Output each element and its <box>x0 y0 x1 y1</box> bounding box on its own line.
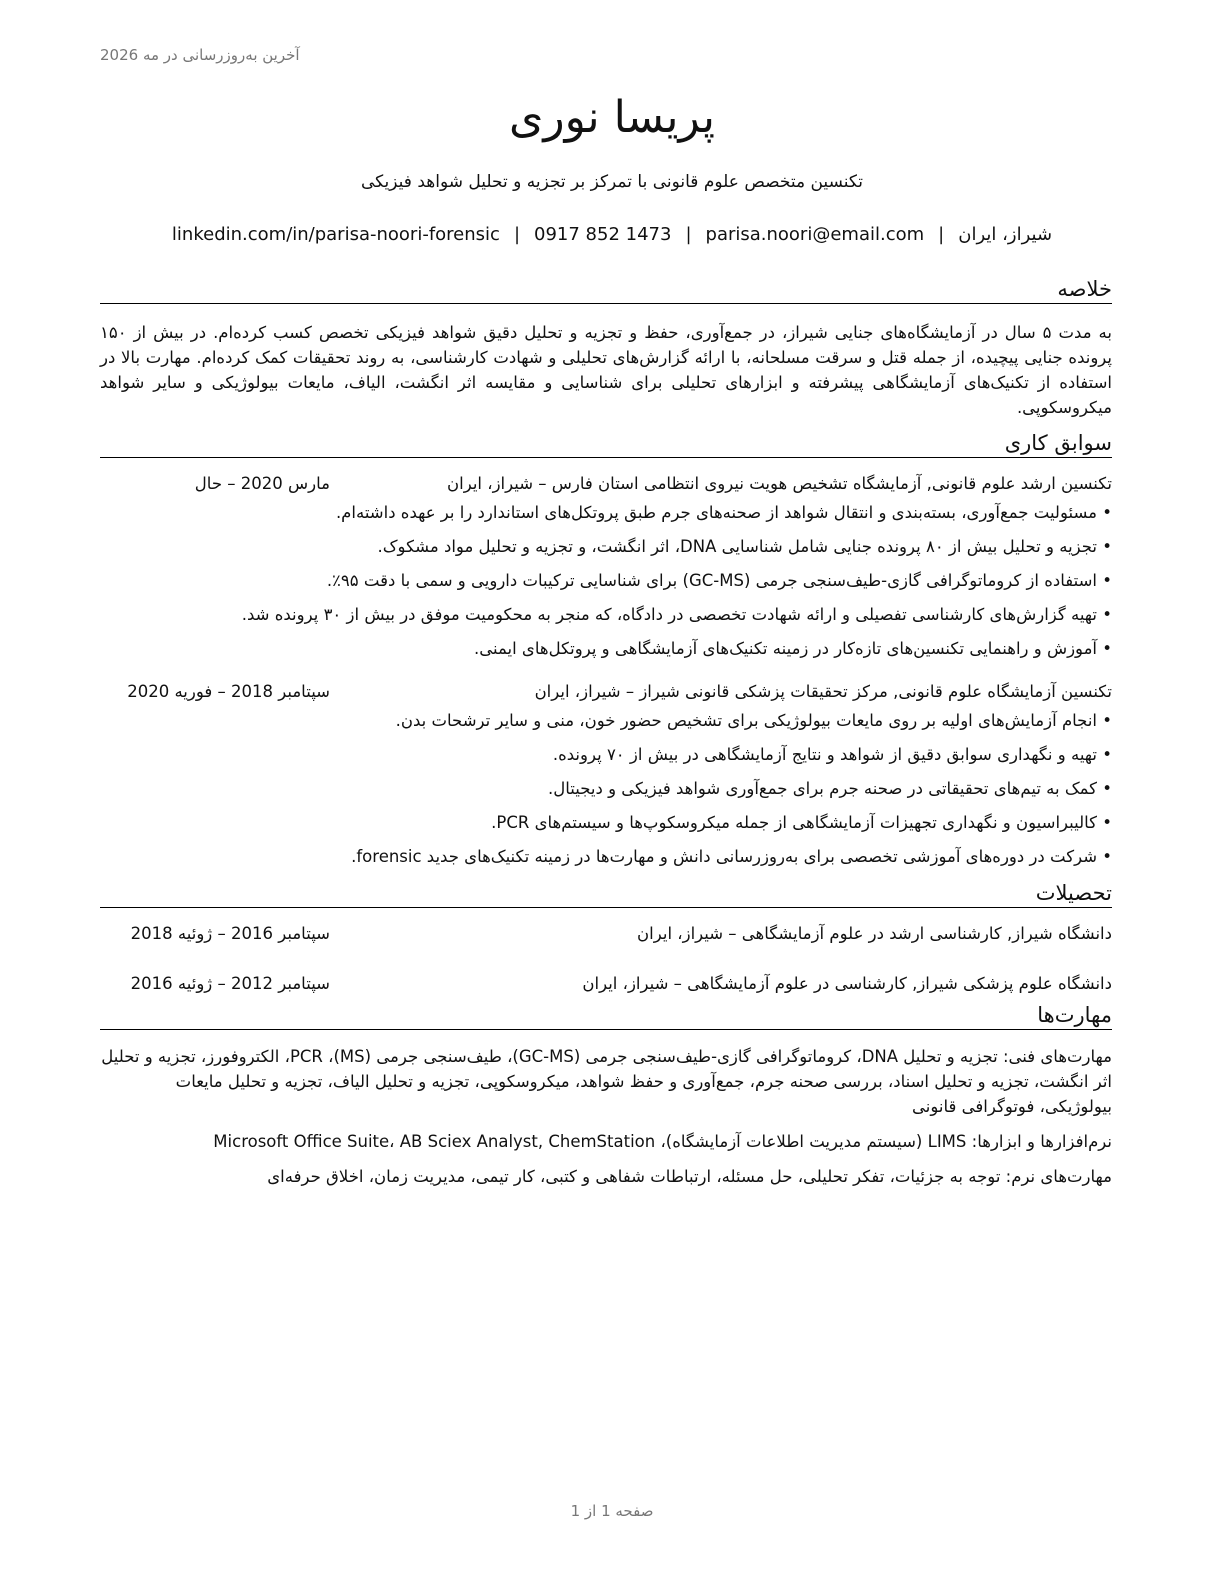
job-heading: تکنسین ارشد علوم قانونی, آزمایشگاه تشخیص هویت نیروی انتظامی استان فارس – شیراز، ایران <box>447 474 1112 493</box>
education-dates: سپتامبر 2016 – ژوئیه 2018 <box>130 924 330 943</box>
education-entry <box>100 922 1112 946</box>
job-dates: مارس 2020 – حال <box>194 474 330 493</box>
contact-separator: | <box>513 224 521 245</box>
job-heading: تکنسین آزمایشگاه علوم قانونی, مرکز تحقیقات پزشکی قانونی شیراز – شیراز، ایران <box>534 682 1112 701</box>
education-section <box>100 880 1112 996</box>
job-bullet: • استفاده از کروماتوگرافی گازی-طیف‌سنجی جرمی (GC-MS) برای شناسایی ترکیبات دارویی و سمی با دقت ۹۵٪. <box>100 564 1112 598</box>
job-bullet: • تجزیه و تحلیل بیش از ۸۰ پرونده جنایی شامل شناسایی DNA، اثر انگشت، و تجزیه و تحلیل مواد مشکوک. <box>100 530 1112 564</box>
contact-email[interactable]: parisa.noori@email.com <box>705 224 925 245</box>
contact-line <box>0 224 1224 245</box>
job-bullet: • آموزش و راهنمایی تکنسین‌های تازه‌کار در زمینه تکنیک‌های آزمایشگاهی و پروتکل‌های ایمنی. <box>100 632 1112 666</box>
education-dates: سپتامبر 2012 – ژوئیه 2016 <box>130 974 330 993</box>
last-updated-note: آخرین به‌روزرسانی در مه 2026 <box>100 46 300 64</box>
resume-name: پریسا نوری <box>508 92 716 143</box>
job-bullet: • شرکت در دوره‌های آموزشی تخصصی برای به‌روزرسانی دانش و مهارت‌ها در زمینه تکنیک‌های جدید forensic. <box>100 840 1112 874</box>
job-bullet: • مسئولیت جمع‌آوری، بسته‌بندی و انتقال شواهد از صحنه‌های جرم طبق پروتکل‌های استاندارد را بر عهده داشته‌ام. <box>100 496 1112 530</box>
job-bullet: • تهیه گزارش‌های کارشناسی تفصیلی و ارائه شهادت تخصصی در دادگاه، که منجر به محکومیت موفق در بیش از ۳۰ پرونده شد. <box>100 598 1112 632</box>
summary-text: به مدت ۵ سال در آزمایشگاه‌های جنایی شیراز، در جمع‌آوری، حفظ و تجزیه و تحلیل دقیق شواهد فیزیکی تخصص کسب کرده‌ام. در بیش از ۱۵۰ پرونده جنایی پیچیده، از جمله قتل و سرقت مسلحانه، با ارائه گزارش‌های تحلیلی و شهادت کارشناسی، به روند تحقیقات کمک کرده‌ام. مهارت بالا در استفاده از تکنیک‌های آزمایشگاهی پیشرفته و ابزارهای تحلیلی برای شناسایی و مقایسه اثر انگشت، الیاف، مایعات بیولوژیکی و سایر شواهد میکروسکوپی. <box>100 323 1112 417</box>
job-bullet: • انجام آزمایش‌های اولیه بر روی مایعات بیولوژیکی برای تشخیص حضور خون، منی و سایر ترشحات بدن. <box>100 704 1112 738</box>
experience-section <box>100 430 1112 874</box>
contact-separator: | <box>938 224 945 245</box>
job-entry <box>100 472 1112 666</box>
section-title-experience: سوابق کاری <box>100 430 1112 458</box>
job-bullet: • تهیه و نگهداری سوابق دقیق از شواهد و نتایج آزمایشگاهی در بیش از ۷۰ پرونده. <box>100 738 1112 772</box>
education-entry <box>100 972 1112 996</box>
education-heading: دانشگاه شیراز, کارشناسی ارشد در علوم آزمایشگاهی – شیراز، ایران <box>637 924 1112 943</box>
summary-section <box>100 276 1112 420</box>
job-entry <box>100 680 1112 874</box>
section-title-skills: مهارت‌ها <box>100 1002 1112 1030</box>
skills-section <box>100 1002 1112 1189</box>
contact-separator: | <box>685 224 692 245</box>
job-header <box>100 472 1112 496</box>
section-title-education: تحصیلات <box>100 880 1112 908</box>
page-number: صفحه 1 از 1 <box>570 1502 654 1520</box>
resume-subtitle: تکنسین متخصص علوم قانونی با تمرکز بر تجزیه و تحلیل شواهد فیزیکی <box>361 172 863 192</box>
resume-body <box>100 276 1112 1189</box>
skills-soft: مهارت‌های نرم: توجه به جزئیات، تفکر تحلیلی، حل مسئله، ارتباطات شفاهی و کتبی، کار تیمی، مدیریت زمان، اخلاق حرفه‌ای <box>267 1167 1112 1186</box>
skills-technical: مهارت‌های فنی: تجزیه و تحلیل DNA، کروماتوگرافی گازی-طیف‌سنجی جرمی (GC-MS)، طیف‌سنجی جرمی (MS)، PCR، الکتروفورز، تجزیه و تحلیل اثر انگشت، تجزیه و تحلیل اسناد، بررسی صحنه جرم، جمع‌آوری و حفظ شواهد، میکروسکوپی، تجزیه و تحلیل الیاف، تجزیه و تحلیل مایعات بیولوژیکی، فوتوگرافی قانونی <box>101 1047 1112 1116</box>
contact-phone: 0917 852 1473 <box>534 224 672 245</box>
job-header <box>100 680 1112 704</box>
contact-linkedin[interactable]: linkedin.com/in/parisa-noori-forensic <box>171 224 500 245</box>
job-bullets <box>100 704 1112 874</box>
education-heading: دانشگاه علوم پزشکی شیراز, کارشناسی در علوم آزمایشگاهی – شیراز، ایران <box>582 974 1112 993</box>
job-bullets <box>100 496 1112 666</box>
job-bullet: • کالیبراسیون و نگهداری تجهیزات آزمایشگاهی از جمله میکروسکوپ‌ها و سیستم‌های PCR. <box>100 806 1112 840</box>
job-dates: سپتامبر 2018 – فوریه 2020 <box>127 682 330 701</box>
skills-software: نرم‌افزارها و ابزارها: LIMS (سیستم مدیریت اطلاعات آزمایشگاه)، Microsoft Office Suite، AB Sciex Analyst, ChemStation <box>213 1132 1112 1151</box>
contact-location: شیراز، ایران <box>958 224 1053 245</box>
section-title-summary: خلاصه <box>100 276 1112 304</box>
job-bullet: • کمک به تیم‌های تحقیقاتی در صحنه جرم برای جمع‌آوری شواهد فیزیکی و دیجیتال. <box>100 772 1112 806</box>
